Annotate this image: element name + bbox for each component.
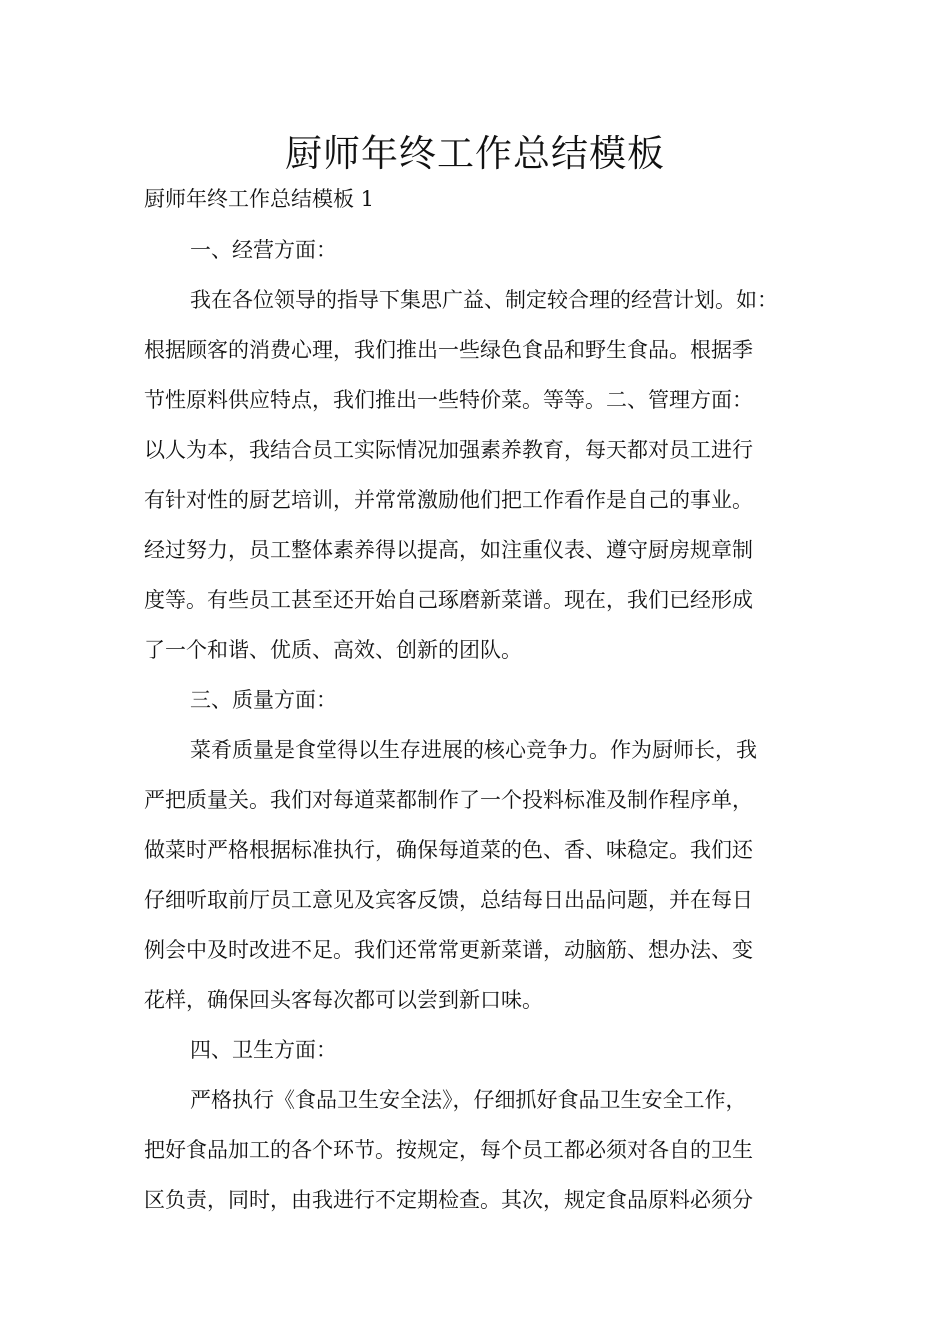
section-heading-hygiene: 四、卫生方面： (190, 1038, 337, 1062)
paragraph-line: 例会中及时改进不足。我们还常常更新菜谱，动脑筋、想办法、变 (144, 938, 753, 962)
paragraph-line: 把好食品加工的各个环节。按规定，每个员工都必须对各自的卫生 (144, 1138, 753, 1162)
paragraph-line: 仔细听取前厅员工意见及宾客反馈，总结每日出品问题，并在每日 (144, 888, 753, 912)
paragraph-line: 经过努力，员工整体素养得以提高，如注重仪表、遵守厨房规章制 (144, 538, 753, 562)
paragraph-line: 区负责，同时，由我进行不定期检查。其次，规定食品原料必须分 (144, 1188, 753, 1212)
paragraph-line: 度等。有些员工甚至还开始自己琢磨新菜谱。现在，我们已经形成 (144, 588, 753, 612)
paragraph-line: 根据顾客的消费心理，我们推出一些绿色食品和野生食品。根据季 (144, 338, 753, 362)
paragraph-line: 严格执行《食品卫生安全法》，仔细抓好食品卫生安全工作， (190, 1088, 747, 1112)
paragraph-line: 严把质量关。我们对每道菜都制作了一个投料标准及制作程序单， (144, 788, 753, 812)
paragraph-line: 了一个和谐、优质、高效、创新的团队。 (144, 638, 522, 662)
section-heading-operations: 一、经营方面： (190, 238, 337, 262)
document-subtitle: 厨师年终工作总结模板 1 (144, 187, 375, 211)
paragraph-line: 花样，确保回头客每次都可以尝到新口味。 (144, 988, 543, 1012)
paragraph-line: 我在各位领导的指导下集思广益、制定较合理的经营计划。如： (190, 288, 778, 312)
section-heading-quality: 三、质量方面： (190, 688, 337, 712)
document-title: 厨师年终工作总结模板 (285, 132, 665, 175)
paragraph-line: 菜肴质量是食堂得以生存进展的核心竞争力。作为厨师长，我 (190, 738, 757, 762)
paragraph-line: 做菜时严格根据标准执行，确保每道菜的色、香、味稳定。我们还 (144, 838, 753, 862)
paragraph-line: 以人为本，我结合员工实际情况加强素养教育，每天都对员工进行 (144, 438, 753, 462)
paragraph-line: 节性原料供应特点，我们推出一些特价菜。等等。二、管理方面： (144, 388, 753, 412)
paragraph-line: 有针对性的厨艺培训，并常常激励他们把工作看作是自己的事业。 (144, 488, 753, 512)
